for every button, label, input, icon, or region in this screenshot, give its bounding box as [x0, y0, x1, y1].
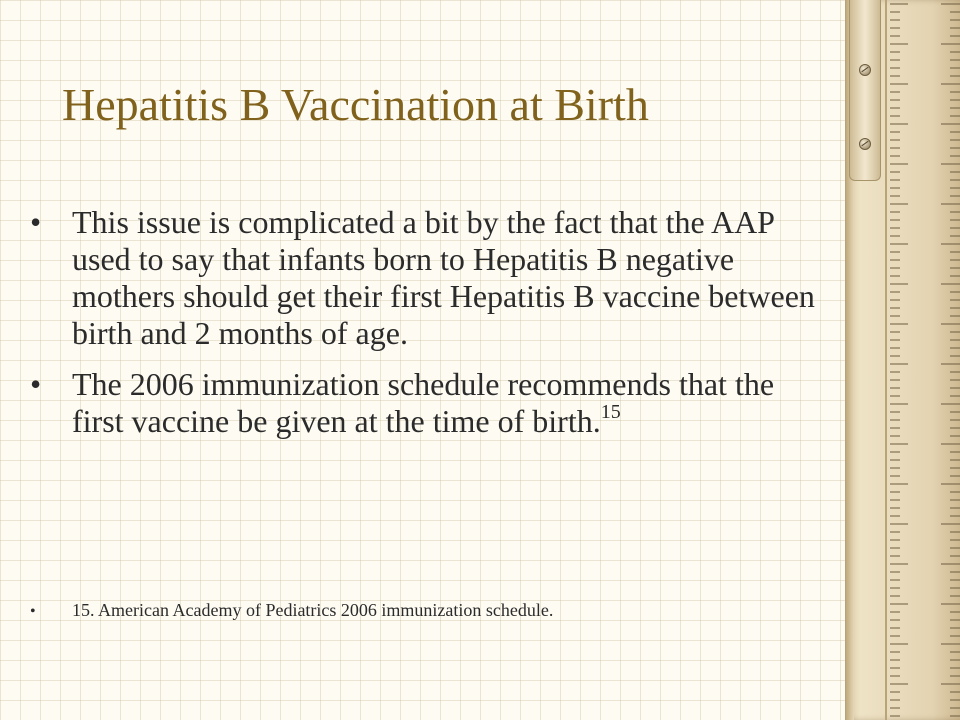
screw-icon — [859, 64, 871, 76]
screw-icon — [859, 138, 871, 150]
bullet-dot-icon: • — [30, 366, 42, 402]
footnote-bullet-icon: • — [30, 603, 36, 620]
bullet-item-1 — [30, 204, 830, 352]
ruler-clip — [849, 0, 881, 181]
bullet-text-2: The 2006 immunization schedule recommends that the first vaccine be given at the time of birth. — [72, 366, 775, 439]
citation-superscript: 15 — [600, 401, 621, 423]
footnote-text: 15. American Academy of Pediatrics 2006 immunization schedule. — [72, 600, 554, 620]
bullet-list — [30, 204, 830, 454]
bullet-item-2 — [30, 366, 830, 440]
slide-title: Hepatitis B Vaccination at Birth — [62, 79, 649, 130]
bullet-text-1: This issue is complicated a bit by the fact that the AAP used to say that infants born to Hepatitis B negative mothers should get their first Hepatitis B vaccine between birth and 2 months of age. — [72, 204, 815, 351]
bullet-dot-icon: • — [30, 204, 42, 240]
footnote — [30, 600, 830, 621]
